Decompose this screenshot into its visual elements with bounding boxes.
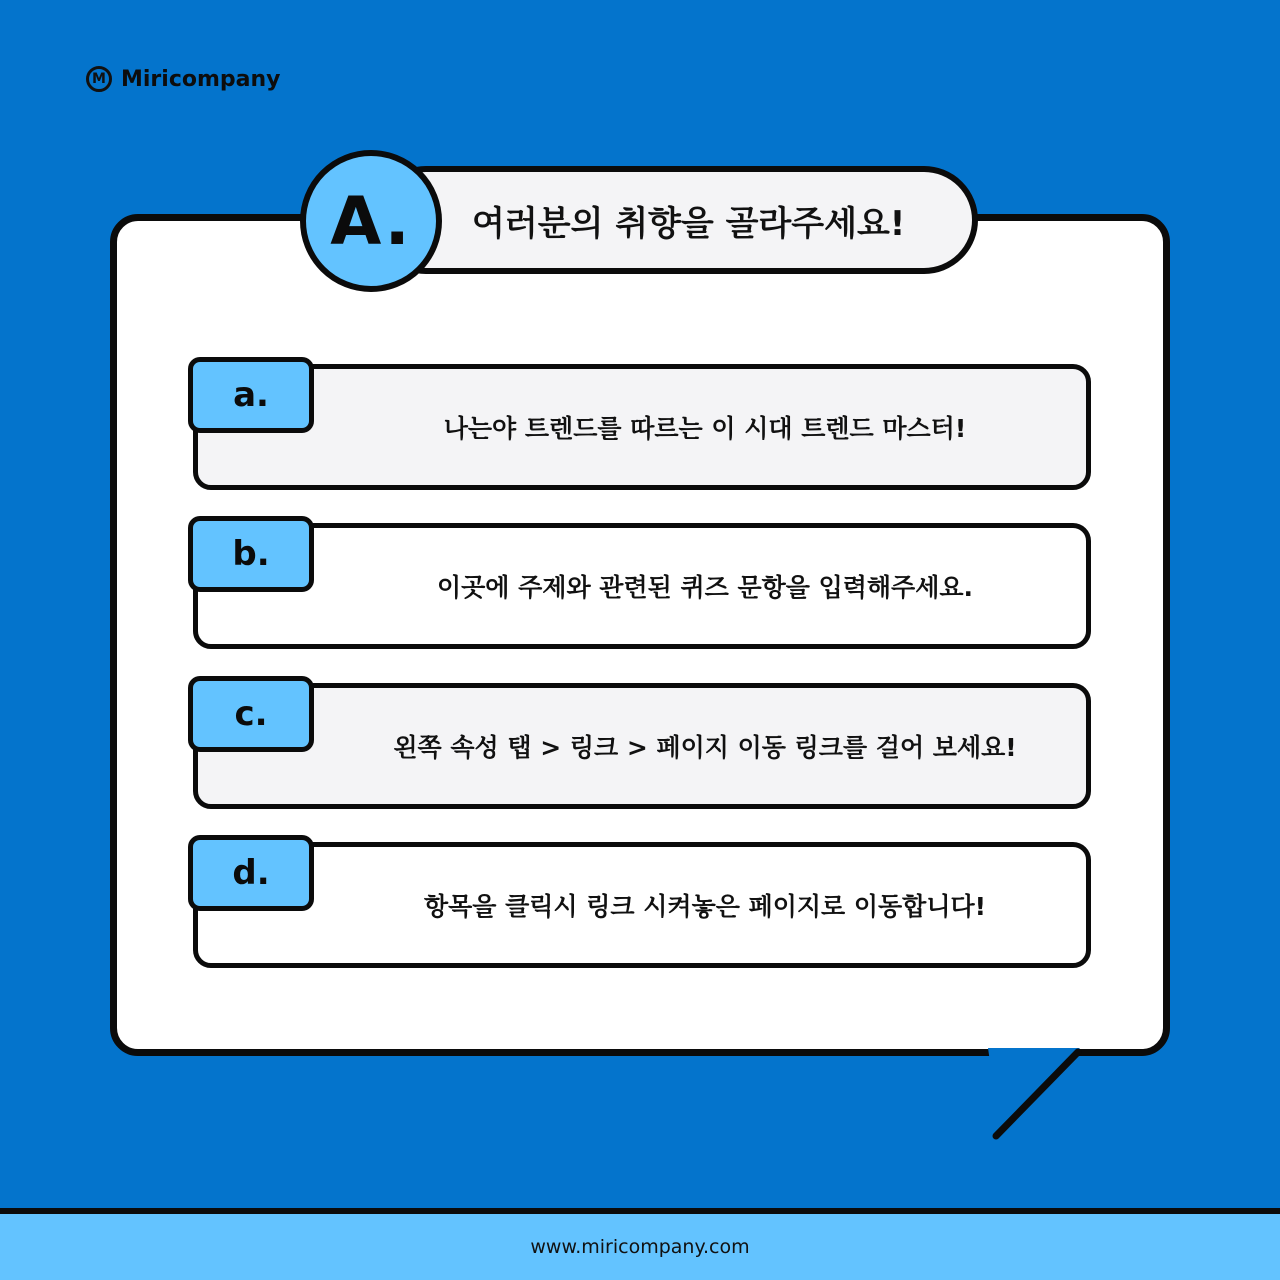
question-letter-badge: [300, 150, 442, 292]
brand-name: Miricompany: [121, 66, 281, 92]
miricompany-logo-icon: M: [86, 66, 112, 92]
footer-bar: [0, 1214, 1280, 1280]
option-c-letter-tab[interactable]: [188, 676, 314, 752]
option-b-text: 이곳에 주제와 관련된 퀴즈 문항을 입력해주세요.: [436, 573, 974, 602]
option-b-letter-tab[interactable]: [188, 516, 314, 592]
option-d-letter-tab[interactable]: [188, 835, 314, 911]
option-c-letter: c.: [234, 694, 268, 734]
option-c-text: 왼쪽 속성 탭 > 링크 > 페이지 이동 링크를 걸어 보세요!: [393, 733, 1017, 762]
option-b[interactable]: [193, 523, 1091, 649]
question-letter: A.: [330, 182, 412, 260]
option-a-letter: a.: [233, 375, 269, 415]
option-a[interactable]: [193, 364, 1091, 490]
option-a-letter-tab[interactable]: [188, 357, 314, 433]
option-d[interactable]: [193, 842, 1091, 968]
option-a-text: 나는야 트렌드를 따르는 이 시대 트렌드 마스터!: [443, 414, 967, 443]
option-b-letter: b.: [232, 534, 270, 574]
option-d-letter: d.: [232, 853, 270, 893]
option-c[interactable]: [193, 683, 1091, 809]
question-title: 여러분의 취향을 골라주세요!: [472, 204, 906, 244]
option-d-text: 항목을 클릭시 링크 시켜놓은 페이지로 이동합니다!: [423, 892, 987, 921]
footer-url-link[interactable]: www.miricompany.com: [530, 1236, 750, 1258]
